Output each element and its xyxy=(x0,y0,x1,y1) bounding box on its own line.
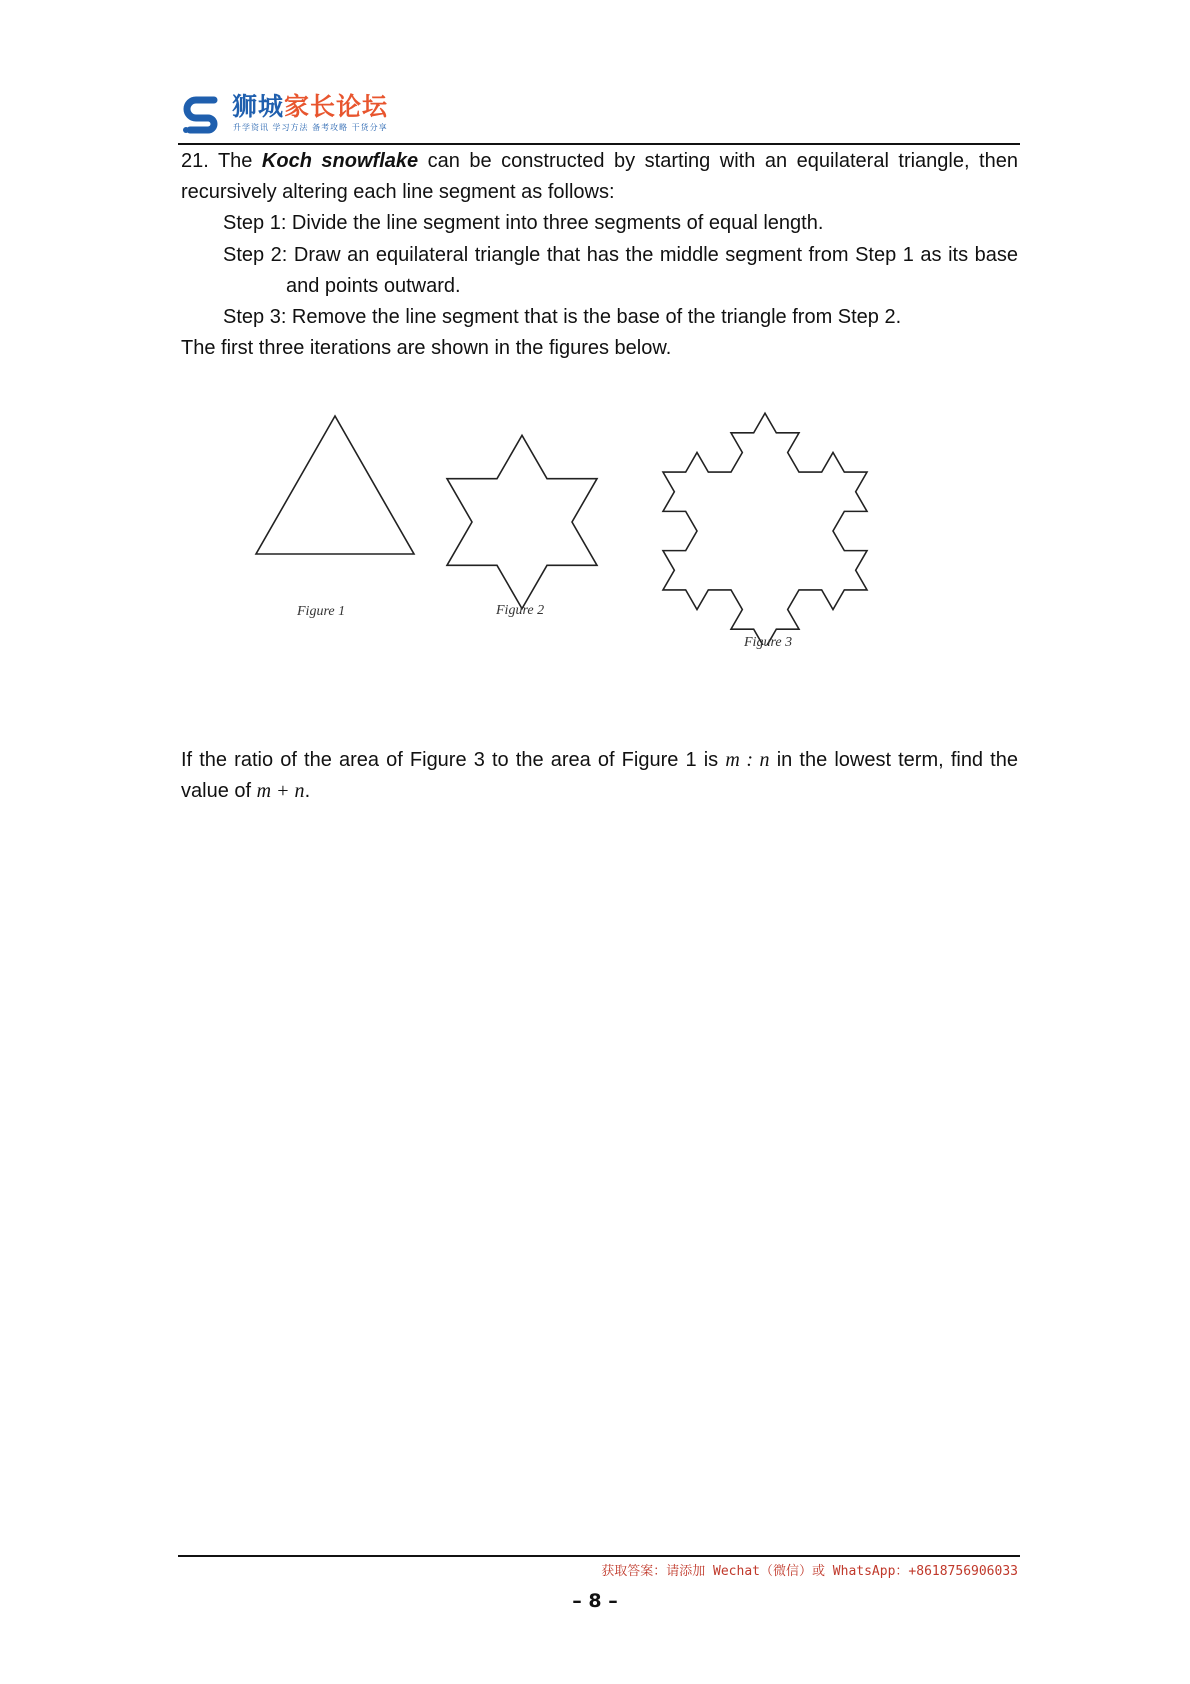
question-line-1: 21. The Koch snowflake can be constructed by starting with an equilateral triangle, then xyxy=(181,150,1018,172)
footer-rule xyxy=(178,1555,1020,1557)
figure-3-snowflake xyxy=(645,375,885,645)
figure-1-triangle xyxy=(250,410,420,560)
value-question: value of m + n. xyxy=(181,780,311,802)
figure-2-label: Figure 2 xyxy=(496,603,545,618)
forum-logo xyxy=(180,92,400,136)
page-number: – 8 – xyxy=(572,1590,618,1612)
figure-2-star xyxy=(435,410,610,610)
step-1: Step 1: Divide the line segment into three segments of equal length. xyxy=(223,212,824,234)
logo-subtitle: 升学资讯 学习方法 备考攻略 干货分享 xyxy=(233,123,388,132)
figure-3-label: Figure 3 xyxy=(744,635,793,650)
logo-title: 狮城家长论坛 xyxy=(232,92,389,121)
step-3: Step 3: Remove the line segment that is the base of the triangle from Step 2. xyxy=(223,306,902,328)
ratio-math: m : n xyxy=(725,749,770,771)
footer-contact-note: 获取答案：请添加 Wechat（微信）或 WhatsApp：+8618756906033 xyxy=(601,1564,1018,1579)
koch-term: Koch snowflake xyxy=(261,150,419,172)
ratio-question: If the ratio of the area of Figure 3 to the area of Figure 1 is m : n in the lowest term, find the xyxy=(181,749,1018,771)
figures-intro: The first three iterations are shown in the figures below. xyxy=(181,337,672,359)
sum-math: m + n xyxy=(256,780,305,802)
figure-1-label: Figure 1 xyxy=(297,604,346,619)
logo-s-icon xyxy=(180,92,224,136)
step-2-line-2: and points outward. xyxy=(286,275,461,297)
header-rule xyxy=(178,143,1020,145)
question-line-2: recursively altering each line segment as follows: xyxy=(181,181,615,203)
step-2-line-1: Step 2: Draw an equilateral triangle that has the middle segment from Step 1 as its base xyxy=(223,244,1018,266)
